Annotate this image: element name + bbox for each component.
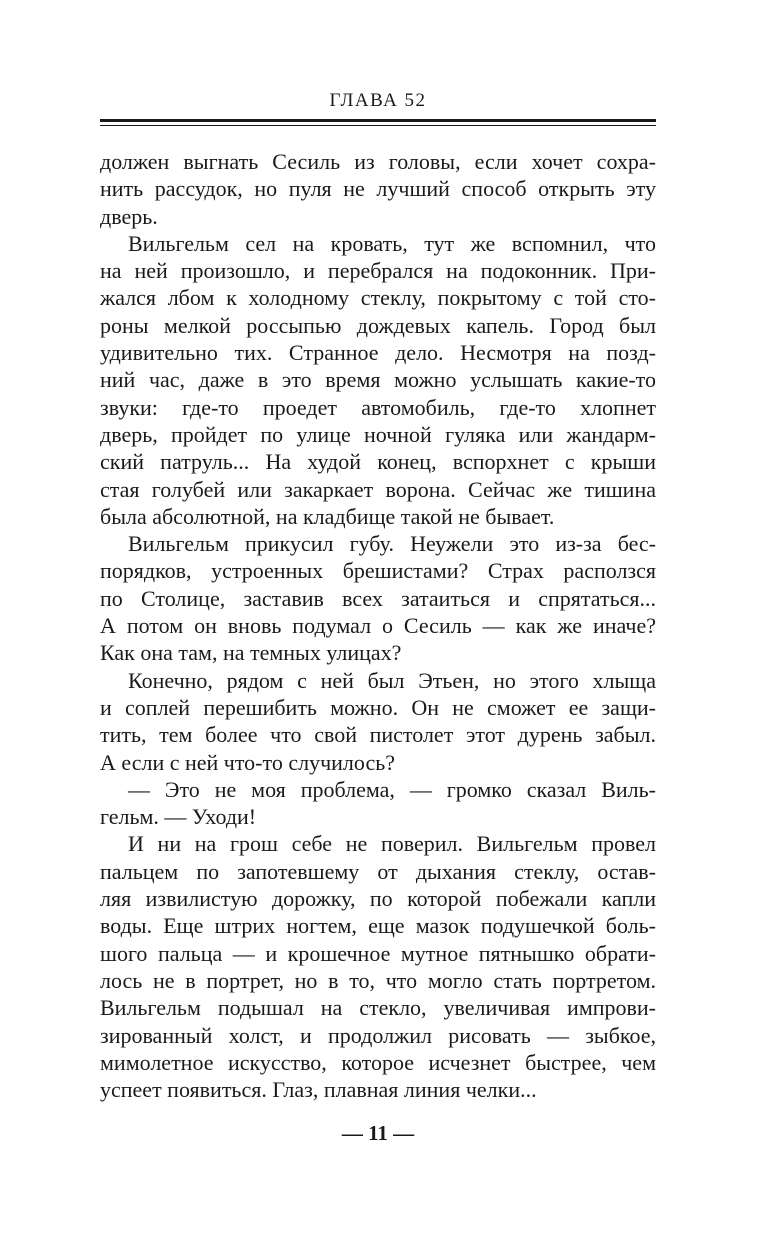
text-line: звуки: где-то проедет автомобиль, где-то хлопнет — [100, 394, 656, 420]
chapter-header: ГЛАВА 52 — [329, 90, 427, 111]
body-text — [100, 148, 656, 1103]
text-line: Конечно, рядом с ней был Этьен, но этого хлыща — [128, 667, 656, 693]
text-line: удивительно тих. Странное дело. Несмотря на позд- — [100, 340, 656, 366]
paragraph — [100, 148, 656, 230]
text-line: на ней произошло, и перебрался на подоконник. При- — [100, 258, 656, 284]
text-line: зированный холст, и продолжил рисовать — зыбкое, — [100, 1022, 656, 1048]
text-line: нить рассудок, но пуля не лучший способ открыть эту — [100, 176, 656, 202]
text-line: Как она там, на темных улицах? — [100, 640, 402, 666]
text-line: жался лбом к холодному стеклу, покрытому с той сто- — [100, 285, 656, 311]
text-line: — Это не моя проблема, — громко сказал Виль- — [128, 776, 656, 802]
page-number: — 11 — — [341, 1121, 415, 1145]
text-line: тить, тем более что свой пистолет этот дурень забыл. — [100, 722, 656, 748]
header-rule-thin — [100, 125, 656, 126]
paragraph — [100, 776, 656, 831]
paragraph — [100, 230, 656, 530]
text-line: гельм. — Уходи! — [100, 804, 257, 830]
text-line: была абсолютной, на кладбище такой не бывает. — [100, 503, 555, 529]
text-line: успеет появиться. Глаз, плавная линия челки... — [100, 1077, 537, 1103]
text-line: И ни на грош себе не поверил. Вильгельм провел — [128, 831, 656, 857]
paragraph — [100, 830, 656, 1103]
text-line: порядков, устроенных брешистами? Страх расползся — [100, 558, 656, 584]
text-line: роны мелкой россыпью дождевых капель. Город был — [100, 312, 656, 338]
text-line: должен выгнать Сесиль из головы, если хочет сохра- — [100, 149, 656, 174]
text-line: лось не в портрет, но в то, что могло стать портретом. — [100, 967, 656, 993]
text-line: ляя извилистую дорожку, по которой побежали капли — [100, 886, 656, 912]
text-line: А если с ней что-то случилось? — [100, 749, 396, 775]
text-line: воды. Еще штрих ногтем, еще мазок подушечкой боль- — [100, 913, 656, 939]
text-line: мимолетное искусство, которое исчезнет быстрее, чем — [100, 1049, 656, 1075]
text-line: пальцем по запотевшему от дыхания стеклу, остав- — [100, 858, 656, 884]
text-line: А потом он вновь подумал о Сесиль — как же иначе? — [100, 613, 656, 639]
text-line: ский патруль... На худой конец, вспорхнет с крыши — [100, 449, 656, 475]
text-line: и соплей перешибить можно. Он не сможет ее защи- — [100, 694, 656, 720]
text-line: Вильгельм прикусил губу. Неужели это из-за бес- — [128, 531, 656, 557]
text-line: Вильгельм подышал на стекло, увеличивая импрови- — [100, 995, 656, 1021]
paragraph — [100, 530, 656, 666]
text-line: по Столице, заставив всех затаиться и спрятаться... — [100, 585, 656, 611]
text-line: дверь, пройдет по улице ночной гуляка или жандарм- — [100, 421, 656, 447]
text-line: ний час, даже в это время можно услышать какие-то — [100, 367, 656, 393]
text-line: Вильгельм сел на кровать, тут же вспомнил, что — [128, 230, 656, 256]
text-line: дверь. — [100, 203, 158, 229]
text-line: стая голубей или закаркает ворона. Сейчас же тишина — [100, 476, 656, 502]
text-line: шого пальца — и крошечное мутное пятнышко обрати- — [100, 940, 656, 966]
paragraph — [100, 667, 656, 776]
header-rule-thick — [100, 119, 656, 122]
